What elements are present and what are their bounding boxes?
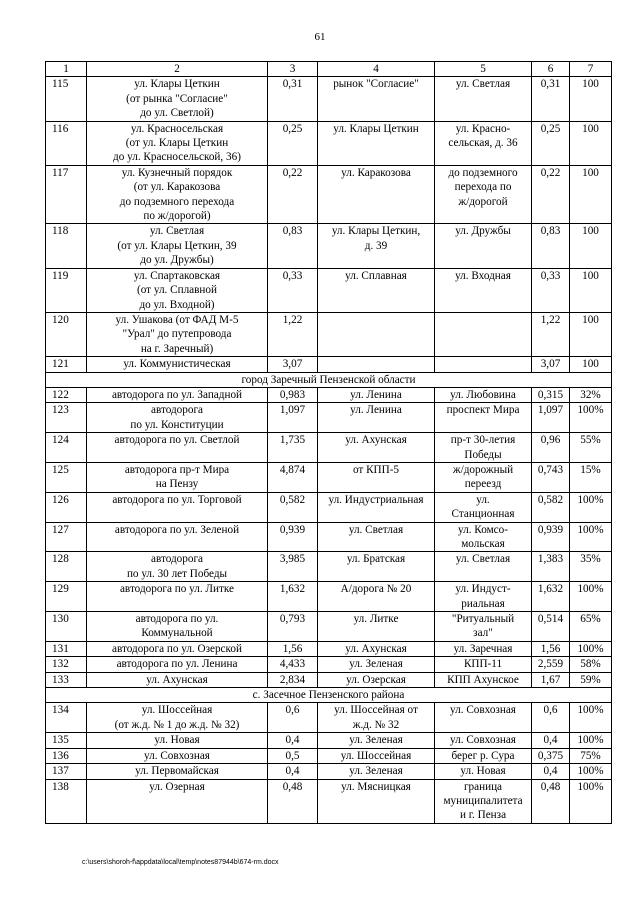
row-number-cell: 118 <box>46 224 87 268</box>
table-cell: 100 <box>570 121 612 165</box>
section-title: город Заречный Пензенской области <box>46 372 612 387</box>
row-number-cell: 135 <box>46 733 87 748</box>
table-cell: 1,383 <box>532 552 570 582</box>
header-cell: 4 <box>318 62 435 77</box>
table-row <box>46 733 612 748</box>
row-number-cell: 123 <box>46 403 87 433</box>
table-cell: ул. Ахунская <box>318 641 435 656</box>
table-cell: 0,939 <box>532 522 570 552</box>
table-cell: ул. Зеленая <box>318 657 435 672</box>
table-cell: ул. Совхозная <box>87 748 268 763</box>
table-cell: ул. Красно- сельская, д. 36 <box>435 121 532 165</box>
table-cell: 3,07 <box>268 357 318 372</box>
table-cell: ул. Светлая <box>435 77 532 121</box>
table-cell: 3,985 <box>268 552 318 582</box>
table-row <box>46 779 612 823</box>
table-row <box>46 312 612 356</box>
table-cell <box>435 357 532 372</box>
table-cell: 1,632 <box>268 582 318 612</box>
table-cell: ул. Индуст- риальная <box>435 582 532 612</box>
table-header-row <box>46 62 612 77</box>
table-cell: ул. Клары Цеткин, д. 39 <box>318 224 435 268</box>
header-cell: 6 <box>532 62 570 77</box>
table-cell: ул. Новая <box>87 733 268 748</box>
row-number-cell: 124 <box>46 433 87 463</box>
table-cell: 100% <box>570 641 612 656</box>
table-cell: 0,31 <box>532 77 570 121</box>
table-cell: автодорога по ул. 30 лет Победы <box>87 552 268 582</box>
table-cell: КПП-11 <box>435 657 532 672</box>
table-cell: 100 <box>570 357 612 372</box>
table-cell: ул. Входная <box>435 268 532 312</box>
table-cell: ул. Новая <box>435 764 532 779</box>
table-cell: 0,375 <box>532 748 570 763</box>
table-cell: граница муниципалитета и г. Пенза <box>435 779 532 823</box>
table-cell: 2,834 <box>268 672 318 687</box>
table-cell: 59% <box>570 672 612 687</box>
table-cell: ул. Шоссейная <box>318 748 435 763</box>
table-cell: 100 <box>570 312 612 356</box>
table-cell: 100% <box>570 764 612 779</box>
table-cell: 32% <box>570 387 612 402</box>
table-cell: автодорога по ул. Озерской <box>87 641 268 656</box>
table-cell: автодорога по ул. Светлой <box>87 433 268 463</box>
row-number-cell: 131 <box>46 641 87 656</box>
table-cell: автодорога по ул. Западной <box>87 387 268 402</box>
table-cell: ул. Братская <box>318 552 435 582</box>
table-cell: 0,4 <box>268 764 318 779</box>
table-row <box>46 582 612 612</box>
table-cell: 0,48 <box>268 779 318 823</box>
table-cell: 100% <box>570 582 612 612</box>
row-number-cell: 136 <box>46 748 87 763</box>
table-cell: 100 <box>570 224 612 268</box>
table-cell: 0,983 <box>268 387 318 402</box>
table-cell: ул. Станционная <box>435 492 532 522</box>
table-cell: ул. Спартаковская (от ул. Сплавной до ул. Входной) <box>87 268 268 312</box>
table-cell: 0,4 <box>532 733 570 748</box>
table-cell: 0,96 <box>532 433 570 463</box>
table-row <box>46 641 612 656</box>
row-number-cell: 119 <box>46 268 87 312</box>
section-title: с. Засечное Пензенского района <box>46 688 612 703</box>
table-cell: автодорога пр-т Мира на Пензу <box>87 462 268 492</box>
table-cell: 65% <box>570 612 612 642</box>
table-cell: 0,582 <box>268 492 318 522</box>
table-cell: ул. Совхозная <box>435 703 532 733</box>
row-number-cell: 128 <box>46 552 87 582</box>
row-number-cell: 121 <box>46 357 87 372</box>
table-cell: 1,56 <box>532 641 570 656</box>
table-cell: ул. Ахунская <box>87 672 268 687</box>
table-cell: автодорога по ул. Зеленой <box>87 522 268 552</box>
table-cell: 1,22 <box>268 312 318 356</box>
table-cell: 0,4 <box>532 764 570 779</box>
table-cell: 100% <box>570 733 612 748</box>
table-cell: ул. Ахунская <box>318 433 435 463</box>
table-cell: 1,097 <box>268 403 318 433</box>
table-cell: 4,874 <box>268 462 318 492</box>
table-cell: автодорога по ул. Литке <box>87 582 268 612</box>
table-cell: 100% <box>570 779 612 823</box>
table-row <box>46 657 612 672</box>
table-cell: "Ритуальный зал" <box>435 612 532 642</box>
table-cell: 1,67 <box>532 672 570 687</box>
table-cell: ул. Зеленая <box>318 733 435 748</box>
row-number-cell: 133 <box>46 672 87 687</box>
table-cell: пр-т 30-летия Победы <box>435 433 532 463</box>
table-cell: ж/дорожный переезд <box>435 462 532 492</box>
table-cell: 0,939 <box>268 522 318 552</box>
table-cell: 100 <box>570 268 612 312</box>
row-number-cell: 134 <box>46 703 87 733</box>
table-cell: ул. Мясницкая <box>318 779 435 823</box>
header-cell: 1 <box>46 62 87 77</box>
row-number-cell: 130 <box>46 612 87 642</box>
row-number-cell: 115 <box>46 77 87 121</box>
table-cell <box>318 357 435 372</box>
table-cell: 4,433 <box>268 657 318 672</box>
table-cell: ул. Красносельская (от ул. Клары Цеткин до ул. Красносельской, 36) <box>87 121 268 165</box>
table-cell: ул. Клары Цеткин (от рынка "Согласие" до ул. Светлой) <box>87 77 268 121</box>
table-cell: 0,315 <box>532 387 570 402</box>
row-number-cell: 129 <box>46 582 87 612</box>
table-cell: ул. Коммунистическая <box>87 357 268 372</box>
table-cell: 0,4 <box>268 733 318 748</box>
table-cell: 0,83 <box>268 224 318 268</box>
table-cell: ул. Ленина <box>318 403 435 433</box>
header-cell: 7 <box>570 62 612 77</box>
table-cell <box>318 312 435 356</box>
table-cell: берег р. Сура <box>435 748 532 763</box>
table-cell: ул. Литке <box>318 612 435 642</box>
table-row <box>46 612 612 642</box>
table-cell: 0,83 <box>532 224 570 268</box>
table-cell: 0,514 <box>532 612 570 642</box>
table-row <box>46 77 612 121</box>
table-cell: ул. Дружбы <box>435 224 532 268</box>
header-cell: 2 <box>87 62 268 77</box>
table-cell: 100 <box>570 165 612 224</box>
table-cell: ул. Комсо- мольская <box>435 522 532 552</box>
table-cell: 0,582 <box>532 492 570 522</box>
table-cell: 100% <box>570 492 612 522</box>
table-body <box>46 62 612 824</box>
table-cell: ул. Светлая <box>435 552 532 582</box>
table-cell: 3,07 <box>532 357 570 372</box>
row-number-cell: 126 <box>46 492 87 522</box>
table-cell: 0,6 <box>532 703 570 733</box>
table-cell: 1,097 <box>532 403 570 433</box>
table-cell: 0,33 <box>268 268 318 312</box>
row-number-cell: 137 <box>46 764 87 779</box>
table-cell: 1,56 <box>268 641 318 656</box>
table-cell: ул. Озерская <box>318 672 435 687</box>
table-cell <box>435 312 532 356</box>
table-cell: 0,33 <box>532 268 570 312</box>
table-row <box>46 748 612 763</box>
table-cell: ул. Светлая <box>318 522 435 552</box>
row-number-cell: 125 <box>46 462 87 492</box>
table-cell: 100% <box>570 703 612 733</box>
table-row <box>46 703 612 733</box>
row-number-cell: 120 <box>46 312 87 356</box>
roads-table <box>45 61 612 824</box>
table-cell: 0,31 <box>268 77 318 121</box>
table-row <box>46 403 612 433</box>
table-row <box>46 224 612 268</box>
table-cell: 0,793 <box>268 612 318 642</box>
table-cell: 0,6 <box>268 703 318 733</box>
table-row <box>46 387 612 402</box>
table-cell: ул. Зеленая <box>318 764 435 779</box>
table-cell: 75% <box>570 748 612 763</box>
table-cell: 0,5 <box>268 748 318 763</box>
table-cell: 35% <box>570 552 612 582</box>
file-path-footer: c:\users\shoroh-f\appdata\local\temp\notes87944b\674-rm.docx <box>82 859 279 866</box>
row-number-cell: 117 <box>46 165 87 224</box>
table-row <box>46 357 612 372</box>
table-cell: ул. Шоссейная от ж.д. № 32 <box>318 703 435 733</box>
table-cell: ул. Заречная <box>435 641 532 656</box>
table-cell: ул. Кузнечный порядок (от ул. Каракозова до подземного перехода по ж/дорогой) <box>87 165 268 224</box>
table-cell: 0,22 <box>532 165 570 224</box>
table-cell: от КПП-5 <box>318 462 435 492</box>
table-row <box>46 522 612 552</box>
table-cell: 1,22 <box>532 312 570 356</box>
table-cell: 1,632 <box>532 582 570 612</box>
table-row <box>46 121 612 165</box>
table-cell: 100% <box>570 522 612 552</box>
table-cell: 0,25 <box>532 121 570 165</box>
table-cell: автодорога по ул. Конституции <box>87 403 268 433</box>
table-row <box>46 672 612 687</box>
header-cell: 5 <box>435 62 532 77</box>
table-cell: ул. Ленина <box>318 387 435 402</box>
table-row <box>46 268 612 312</box>
table-cell: 0,25 <box>268 121 318 165</box>
table-row <box>46 764 612 779</box>
table-cell: 100 <box>570 77 612 121</box>
table-cell: 100% <box>570 403 612 433</box>
table-cell: ул. Индустриальная <box>318 492 435 522</box>
section-row <box>46 372 612 387</box>
table-cell: ул. Шоссейная (от ж.д. № 1 до ж.д. № 32) <box>87 703 268 733</box>
table-cell: ул. Светлая (от ул. Клары Цеткин, 39 до ул. Дружбы) <box>87 224 268 268</box>
row-number-cell: 138 <box>46 779 87 823</box>
table-cell: 0,743 <box>532 462 570 492</box>
table-cell: ул. Клары Цеткин <box>318 121 435 165</box>
table-cell: ул. Каракозова <box>318 165 435 224</box>
table-cell: автодорога по ул. Ленина <box>87 657 268 672</box>
page-number: 61 <box>314 31 326 43</box>
table-row <box>46 552 612 582</box>
table-cell: 2,559 <box>532 657 570 672</box>
table-cell: ул. Первомайская <box>87 764 268 779</box>
table-cell: до подземного перехода по ж/дорогой <box>435 165 532 224</box>
table-cell: 0,22 <box>268 165 318 224</box>
row-number-cell: 127 <box>46 522 87 552</box>
row-number-cell: 122 <box>46 387 87 402</box>
table-cell: ул. Любовина <box>435 387 532 402</box>
table-row <box>46 492 612 522</box>
table-cell: 55% <box>570 433 612 463</box>
table-cell: ул. Сплавная <box>318 268 435 312</box>
table-cell: ул. Озерная <box>87 779 268 823</box>
table-cell: 15% <box>570 462 612 492</box>
table-cell: автодорога по ул. Коммунальной <box>87 612 268 642</box>
section-row <box>46 688 612 703</box>
table-row <box>46 165 612 224</box>
table-row <box>46 433 612 463</box>
table-cell: автодорога по ул. Торговой <box>87 492 268 522</box>
table-row <box>46 462 612 492</box>
table-cell: ул. Ушакова (от ФАД М-5 "Урал" до путепровода на г. Заречный) <box>87 312 268 356</box>
table-cell: проспект Мира <box>435 403 532 433</box>
table-cell: 1,735 <box>268 433 318 463</box>
table-cell: ул. Совхозная <box>435 733 532 748</box>
table-cell: 58% <box>570 657 612 672</box>
row-number-cell: 116 <box>46 121 87 165</box>
table-cell: 0,48 <box>532 779 570 823</box>
header-cell: 3 <box>268 62 318 77</box>
row-number-cell: 132 <box>46 657 87 672</box>
table-cell: КПП Ахунское <box>435 672 532 687</box>
table-cell: А/дорога № 20 <box>318 582 435 612</box>
table-cell: рынок "Согласие" <box>318 77 435 121</box>
